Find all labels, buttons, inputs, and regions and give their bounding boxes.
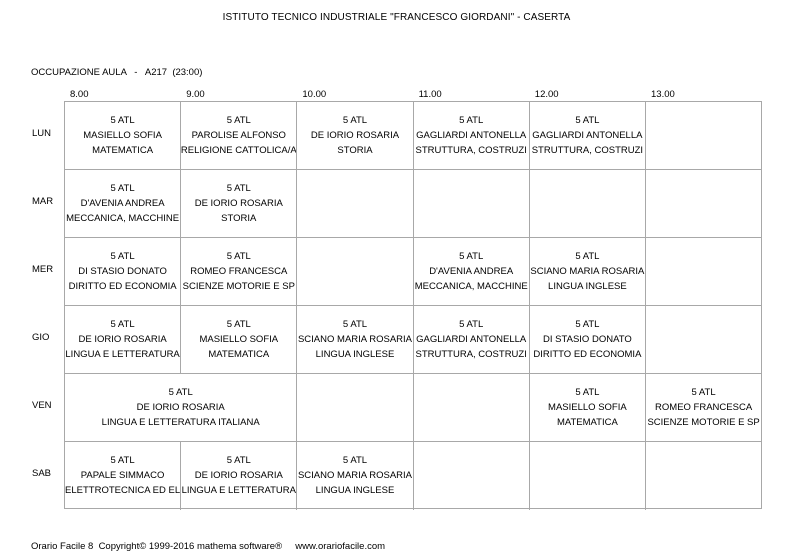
- lesson-cell: [530, 102, 645, 169]
- lesson-cell: [181, 170, 296, 237]
- lesson-cell: [530, 306, 645, 373]
- lesson-cell: [65, 102, 180, 169]
- lesson-teacher: MASIELLO SOFIA: [548, 402, 627, 413]
- time-slot-label: 9.00: [186, 89, 205, 100]
- lesson-subject: LINGUA INGLESE: [315, 349, 395, 360]
- lesson-subject: RELIGIONE CATTOLICA/A: [181, 145, 297, 156]
- lesson-class: 5 ATL: [226, 455, 251, 466]
- lesson-cell: [530, 374, 645, 441]
- lesson-cell: [414, 238, 529, 305]
- copyright-footer: Orario Facile 8 Copyright© 1999-2016 mathema software® www.orariofacile.com: [31, 541, 386, 552]
- lesson-class: 5 ATL: [459, 319, 484, 330]
- lesson-teacher: D'AVENIA ANDREA: [429, 266, 514, 277]
- lesson-teacher: DI STASIO DONATO: [543, 334, 632, 345]
- lesson-class: 5 ATL: [575, 387, 600, 398]
- lesson-teacher: SCIANO MARIA ROSARIA: [297, 334, 412, 345]
- lesson-subject: MECCANICA, MACCHINE: [66, 213, 180, 224]
- day-label: LUN: [32, 128, 52, 139]
- lesson-class: 5 ATL: [691, 387, 716, 398]
- day-label: VEN: [32, 400, 52, 411]
- lesson-class: 5 ATL: [226, 251, 251, 262]
- time-slot-label: 12.00: [534, 89, 559, 100]
- day-label: MER: [32, 264, 54, 275]
- lesson-subject: DIRITTO ED ECONOMIA: [68, 281, 177, 292]
- lesson-class: 5 ATL: [110, 115, 135, 126]
- lesson-subject: STRUTTURA, COSTRUZI: [531, 145, 644, 156]
- grid-column-divider: [296, 169, 297, 238]
- lesson-subject: SCIENZE MOTORIE E SP: [647, 417, 760, 428]
- lesson-teacher: ROMEO FRANCESCA: [655, 402, 753, 413]
- lesson-cell: [646, 374, 761, 441]
- lesson-cell: [181, 238, 296, 305]
- lesson-class: 5 ATL: [226, 115, 251, 126]
- grid-column-divider: [645, 169, 646, 238]
- lesson-cell: [414, 306, 529, 373]
- grid-column-divider: [296, 373, 297, 442]
- lesson-teacher: PAROLISE ALFONSO: [191, 130, 286, 141]
- lesson-teacher: D'AVENIA ANDREA: [80, 198, 165, 209]
- lesson-subject: SCIENZE MOTORIE E SP: [182, 281, 295, 292]
- grid-column-divider: [645, 237, 646, 306]
- lesson-subject: ELETTROTECNICA ED EL: [65, 485, 181, 496]
- grid-column-divider: [645, 305, 646, 374]
- grid-column-divider: [413, 441, 414, 510]
- grid-column-divider: [645, 441, 646, 510]
- lesson-teacher: DE IORIO ROSARIA: [136, 402, 225, 413]
- lesson-class: 5 ATL: [342, 319, 368, 330]
- grid-column-divider: [296, 237, 297, 306]
- day-label: MAR: [32, 196, 54, 207]
- lesson-teacher: DE IORIO ROSARIA: [78, 334, 167, 345]
- lesson-class: 5 ATL: [110, 319, 135, 330]
- page-title: ISTITUTO TECNICO INDUSTRIALE "FRANCESCO GIORDANI" - CASERTA: [222, 12, 571, 23]
- lesson-subject: STRUTTURA, COSTRUZI: [415, 349, 527, 360]
- lesson-class: 5 ATL: [168, 387, 193, 398]
- lesson-cell: [65, 306, 180, 373]
- lesson-cell: [65, 238, 180, 305]
- lesson-subject: MATEMATICA: [208, 349, 270, 360]
- room-occupancy-label: OCCUPAZIONE AULA - A217 (23:00): [31, 67, 203, 78]
- lesson-class: 5 ATL: [110, 455, 135, 466]
- time-slot-label: 11.00: [418, 89, 442, 100]
- lesson-teacher: PAPALE SIMMACO: [80, 470, 165, 481]
- lesson-subject: LINGUA E LETTERATURA: [65, 349, 180, 360]
- lesson-subject: MATEMATICA: [556, 417, 618, 428]
- grid-column-divider: [413, 373, 414, 442]
- lesson-teacher: SCIANO MARIA ROSARIA: [530, 266, 645, 277]
- lesson-class: 5 ATL: [459, 115, 484, 126]
- lesson-teacher: MASIELLO SOFIA: [83, 130, 162, 141]
- lesson-cell: [297, 102, 412, 169]
- lesson-subject: DIRITTO ED ECONOMIA: [533, 349, 642, 360]
- lesson-cell: [65, 374, 296, 441]
- lesson-subject: LINGUA INGLESE: [315, 485, 395, 496]
- grid-column-divider: [413, 169, 414, 238]
- time-slot-label: 13.00: [651, 89, 675, 100]
- lesson-class: 5 ATL: [110, 183, 135, 194]
- lesson-subject: STORIA: [337, 145, 373, 156]
- lesson-subject: STORIA: [221, 213, 257, 224]
- lesson-cell: [65, 442, 180, 509]
- lesson-class: 5 ATL: [226, 319, 251, 330]
- time-slot-label: 8.00: [70, 89, 89, 100]
- lesson-subject: STRUTTURA, COSTRUZI: [415, 145, 527, 156]
- lesson-subject: LINGUA INGLESE: [548, 281, 627, 292]
- lesson-class: 5 ATL: [575, 115, 600, 126]
- lesson-teacher: DI STASIO DONATO: [78, 266, 167, 277]
- lesson-teacher: GAGLIARDI ANTONELLA: [416, 334, 527, 345]
- timetable-grid: [64, 101, 762, 509]
- lesson-teacher: DE IORIO ROSARIA: [194, 470, 283, 481]
- lesson-class: 5 ATL: [575, 319, 600, 330]
- lesson-teacher: DE IORIO ROSARIA: [310, 130, 400, 141]
- lesson-cell: [297, 442, 412, 509]
- time-slot-label: 10.00: [302, 89, 327, 100]
- lesson-cell: [297, 306, 412, 373]
- lesson-class: 5 ATL: [575, 251, 600, 262]
- lesson-subject: MATEMATICA: [92, 145, 154, 156]
- day-label: SAB: [32, 468, 52, 479]
- lesson-subject: LINGUA E LETTERATURA ITALIANA: [101, 417, 260, 428]
- lesson-teacher: GAGLIARDI ANTONELLA: [532, 130, 643, 141]
- grid-column-divider: [529, 441, 530, 510]
- lesson-cell: [181, 306, 296, 373]
- grid-column-divider: [529, 169, 530, 238]
- lesson-cell: [530, 238, 645, 305]
- day-label: GIO: [32, 332, 50, 343]
- lesson-teacher: GAGLIARDI ANTONELLA: [416, 130, 527, 141]
- lesson-teacher: DE IORIO ROSARIA: [194, 198, 283, 209]
- lesson-class: 5 ATL: [342, 455, 368, 466]
- lesson-subject: LINGUA E LETTERATURA: [181, 485, 296, 496]
- lesson-cell: [65, 170, 180, 237]
- lesson-cell: [181, 102, 296, 169]
- lesson-teacher: ROMEO FRANCESCA: [190, 266, 288, 277]
- lesson-cell: [181, 442, 296, 509]
- lesson-class: 5 ATL: [110, 251, 135, 262]
- grid-column-divider: [645, 101, 646, 170]
- lesson-subject: MECCANICA, MACCHINE: [414, 281, 528, 292]
- lesson-class: 5 ATL: [459, 251, 484, 262]
- lesson-teacher: SCIANO MARIA ROSARIA: [297, 470, 412, 481]
- lesson-cell: [414, 102, 529, 169]
- lesson-class: 5 ATL: [342, 115, 368, 126]
- lesson-teacher: MASIELLO SOFIA: [199, 334, 279, 345]
- lesson-class: 5 ATL: [226, 183, 251, 194]
